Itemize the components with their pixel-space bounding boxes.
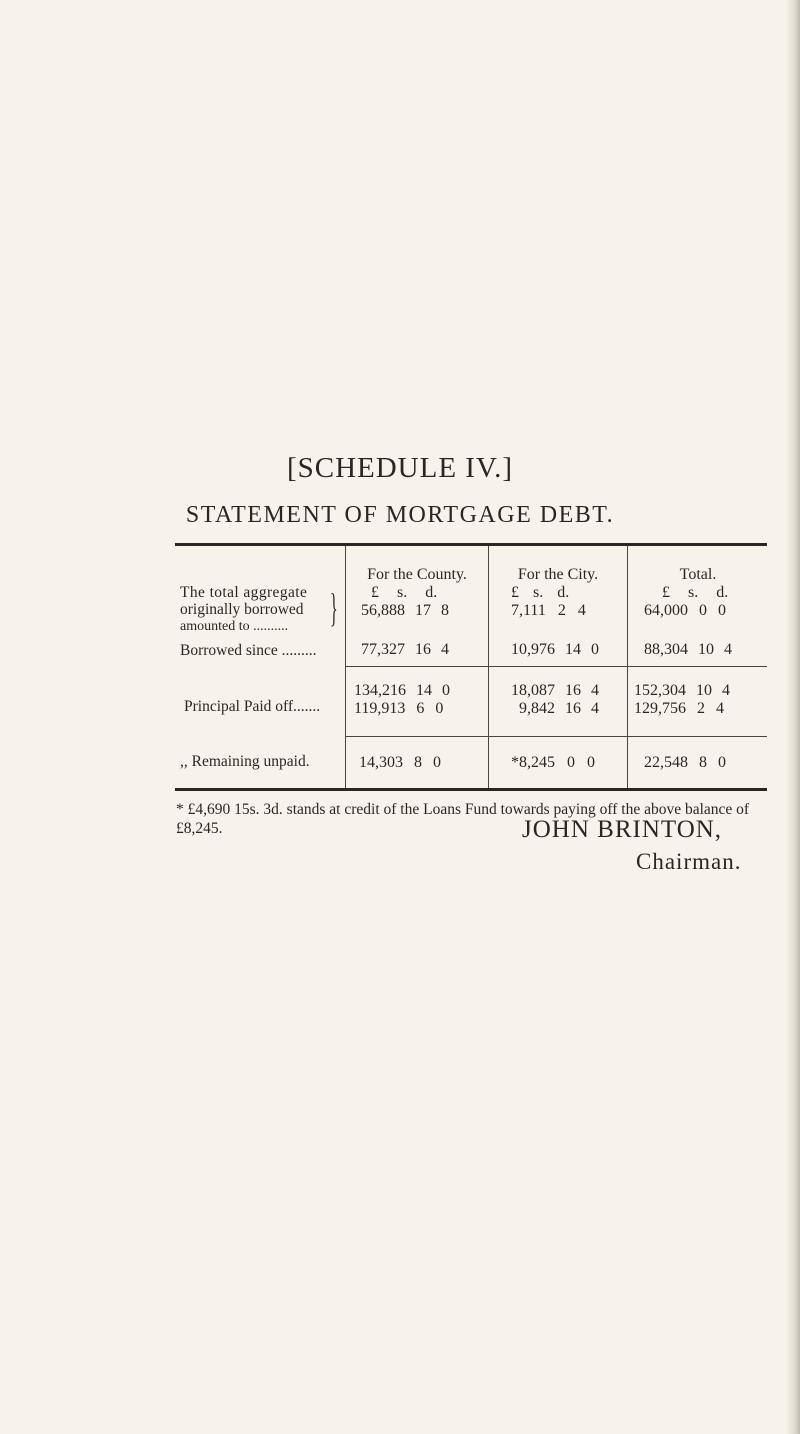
subtotal-rule	[345, 666, 767, 667]
total-column-header: Total.	[679, 566, 717, 583]
city-column-header: For the City.	[517, 566, 599, 583]
principal-paid-county: 119,913 6 0	[354, 700, 444, 717]
principal-paid-total: 129,756 2 4	[634, 700, 724, 717]
schedule-heading: [SCHEDULE IV.]	[286, 452, 514, 484]
borrowed-since-city: 10,976 14 0	[511, 641, 599, 658]
aggregate-brace: }	[330, 585, 338, 630]
column-divider-1	[345, 546, 346, 788]
total-units: £ s. d.	[662, 584, 729, 601]
aggregate-label-line1: The total aggregate	[180, 584, 308, 601]
aggregate-label-line2: originally borrowed	[180, 601, 304, 618]
aggregate-total: 64,000 0 0	[644, 602, 726, 619]
page-edge-shadow	[786, 0, 800, 1434]
aggregate-city: 7,111 2 4	[511, 602, 586, 619]
principal-paid-city: 9,842 16 4	[519, 700, 599, 717]
remaining-rule	[345, 736, 767, 737]
remaining-city: *8,245 0 0	[511, 754, 595, 771]
footnote: * £4,690 15s. 3d. stands at credit of the Loans Fund towards paying off the above balance of £8,245.	[176, 801, 750, 837]
signature-role: Chairman.	[636, 849, 742, 874]
remaining-county: 14,303 8 0	[359, 754, 441, 771]
borrowed-since-label: Borrowed since .........	[180, 642, 317, 659]
table-top-rule	[175, 543, 767, 546]
subtotal-county: 134,216 14 0	[354, 682, 450, 699]
county-units: £ s. d.	[371, 584, 438, 601]
subtotal-city: 18,087 16 4	[511, 682, 599, 699]
borrowed-since-total: 88,304 10 4	[644, 641, 732, 658]
remaining-total: 22,548 8 0	[644, 754, 726, 771]
table-bottom-rule	[175, 788, 767, 791]
signature-name: JOHN BRINTON,	[522, 816, 723, 843]
statement-title: STATEMENT OF MORTGAGE DEBT.	[185, 502, 615, 528]
remaining-unpaid-label: ,, Remaining unpaid.	[180, 753, 310, 770]
aggregate-label-line3: amounted to ..........	[180, 619, 289, 634]
subtotal-total: 152,304 10 4	[634, 682, 730, 699]
borrowed-since-county: 77,327 16 4	[361, 641, 449, 658]
principal-paid-label: Principal Paid off.......	[184, 698, 321, 715]
aggregate-county: 56,888 17 8	[361, 602, 449, 619]
county-column-header: For the County.	[367, 566, 467, 583]
city-units: £ s. d.	[511, 584, 570, 601]
